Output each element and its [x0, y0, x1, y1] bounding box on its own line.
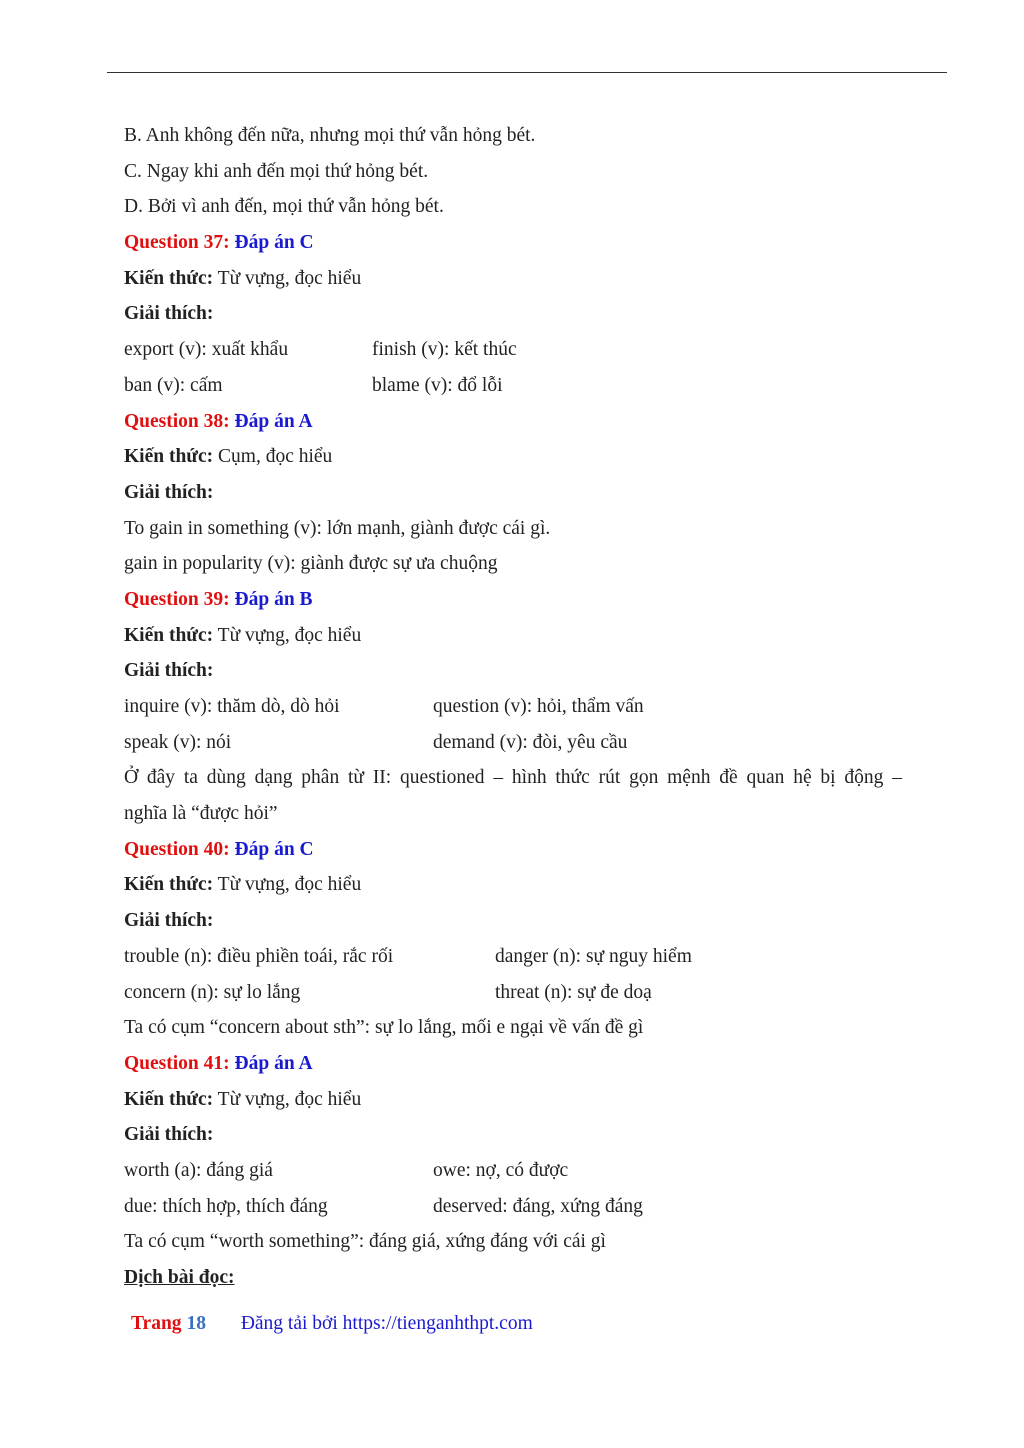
answer-label: Đáp án C — [234, 232, 314, 254]
vocab-item: export (v): xuất khẩu — [124, 339, 289, 361]
kien-thuc-line — [124, 867, 914, 903]
kien-thuc-line — [124, 618, 914, 654]
giai-thich-label: Giải thích: — [124, 660, 214, 682]
question-37-heading — [124, 225, 914, 261]
explanation-line: gain in popularity (v): giành được sự ưa chuộng — [124, 553, 498, 575]
option-d-line: D. Bởi vì anh đến, mọi thứ vẫn hỏng bét. — [124, 196, 444, 218]
option-c-line: C. Ngay khi anh đến mọi thứ hỏng bét. — [124, 160, 429, 182]
explanation-paragraph-line: nghĩa là “được hỏi” — [124, 803, 278, 825]
explanation-line: To gain in something (v): lớn mạnh, giành được cái gì. — [124, 517, 551, 539]
vocab-row — [124, 975, 914, 1011]
explanation-line: Ta có cụm “worth something”: đáng giá, xứng đáng với cái gì — [124, 1231, 606, 1253]
question-label: Question 40: — [124, 838, 230, 860]
kien-thuc-label: Kiến thức: — [124, 874, 214, 896]
kien-thuc-label: Kiến thức: — [124, 1088, 214, 1110]
answer-label: Đáp án C — [234, 838, 314, 860]
giai-thich-line — [124, 653, 914, 689]
vocab-row — [124, 368, 914, 404]
question-41-heading — [124, 1046, 914, 1082]
vocab-item: worth (a): đáng giá — [124, 1159, 273, 1181]
page-label: Trang — [131, 1313, 182, 1334]
vocab-item: inquire (v): thăm dò, dò hỏi — [124, 696, 340, 717]
vocab-item: speak (v): nói — [124, 731, 232, 753]
vocab-item: danger (n): sự nguy hiểm — [495, 945, 692, 967]
explanation-paragraph-line: Ở đây ta dùng dạng phân từ II: questioned – hình thức rút gọn mệnh đề quan hệ bị động – — [124, 767, 902, 789]
page-number: 18 — [186, 1313, 206, 1334]
vocab-row — [124, 725, 914, 761]
dich-bai-doc-heading — [124, 1260, 914, 1296]
document-body — [124, 118, 914, 1296]
giai-thich-label: Giải thích: — [124, 481, 214, 503]
kien-thuc-value: Từ vựng, đọc hiểu — [213, 267, 362, 289]
question-40-heading — [124, 832, 914, 868]
question-label: Question 39: — [124, 588, 230, 610]
giai-thich-label: Giải thích: — [124, 1124, 214, 1146]
vocab-item: question (v): hỏi, thẩm vấn — [433, 696, 644, 717]
question-label: Question 37: — [124, 232, 230, 254]
answer-label: Đáp án B — [234, 588, 313, 610]
vocab-item: concern (n): sự lo lắng — [124, 981, 301, 1003]
question-38-heading — [124, 404, 914, 440]
vocab-row — [124, 332, 914, 368]
kien-thuc-value: Cụm, đọc hiểu — [213, 446, 333, 468]
kien-thuc-line — [124, 439, 914, 475]
vocab-item: finish (v): kết thúc — [372, 339, 517, 361]
vocab-item: demand (v): đòi, yêu cầu — [433, 731, 628, 753]
kien-thuc-value: Từ vựng, đọc hiểu — [213, 1088, 362, 1110]
vocab-item: deserved: đáng, xứng đáng — [433, 1195, 643, 1217]
vocab-row — [124, 689, 914, 725]
vocab-item: trouble (n): điều phiền toái, rắc rối — [124, 945, 394, 967]
dich-bai-doc-label: Dịch bài đọc: — [124, 1267, 235, 1289]
vocab-item: ban (v): cấm — [124, 374, 223, 396]
question-39-heading — [124, 582, 914, 618]
vocab-item: threat (n): sự đe doạ — [495, 981, 652, 1003]
vocab-row — [124, 1189, 914, 1225]
kien-thuc-value: Từ vựng, đọc hiểu — [213, 624, 362, 646]
answer-label: Đáp án A — [234, 410, 313, 432]
giai-thich-line — [124, 1117, 914, 1153]
kien-thuc-line — [124, 1082, 914, 1118]
giai-thich-line — [124, 903, 914, 939]
kien-thuc-label: Kiến thức: — [124, 267, 214, 289]
source-link[interactable]: Đăng tải bởi https://tienganhthpt.com — [240, 1313, 533, 1334]
giai-thich-label: Giải thích: — [124, 910, 214, 932]
explanation-line: Ta có cụm “concern about sth”: sự lo lắng, mối e ngại về vấn đề gì — [124, 1017, 644, 1039]
kien-thuc-label: Kiến thức: — [124, 446, 214, 468]
giai-thich-line — [124, 475, 914, 511]
answer-label: Đáp án A — [234, 1052, 313, 1074]
giai-thich-line — [124, 296, 914, 332]
kien-thuc-label: Kiến thức: — [124, 624, 214, 646]
kien-thuc-value: Từ vựng, đọc hiểu — [213, 874, 362, 896]
option-b-line: B. Anh không đến nữa, nhưng mọi thứ vẫn hỏng bét. — [124, 125, 536, 146]
question-label: Question 41: — [124, 1052, 230, 1074]
vocab-row — [124, 939, 914, 975]
giai-thich-label: Giải thích: — [124, 303, 214, 325]
page-footer — [131, 1313, 533, 1335]
kien-thuc-line — [124, 261, 914, 297]
vocab-item: owe: nợ, có được — [433, 1159, 569, 1181]
vocab-item: due: thích hợp, thích đáng — [124, 1195, 328, 1217]
vocab-row — [124, 1153, 914, 1189]
header-rule — [107, 72, 947, 73]
vocab-item: blame (v): đổ lỗi — [372, 374, 503, 396]
question-label: Question 38: — [124, 410, 230, 432]
